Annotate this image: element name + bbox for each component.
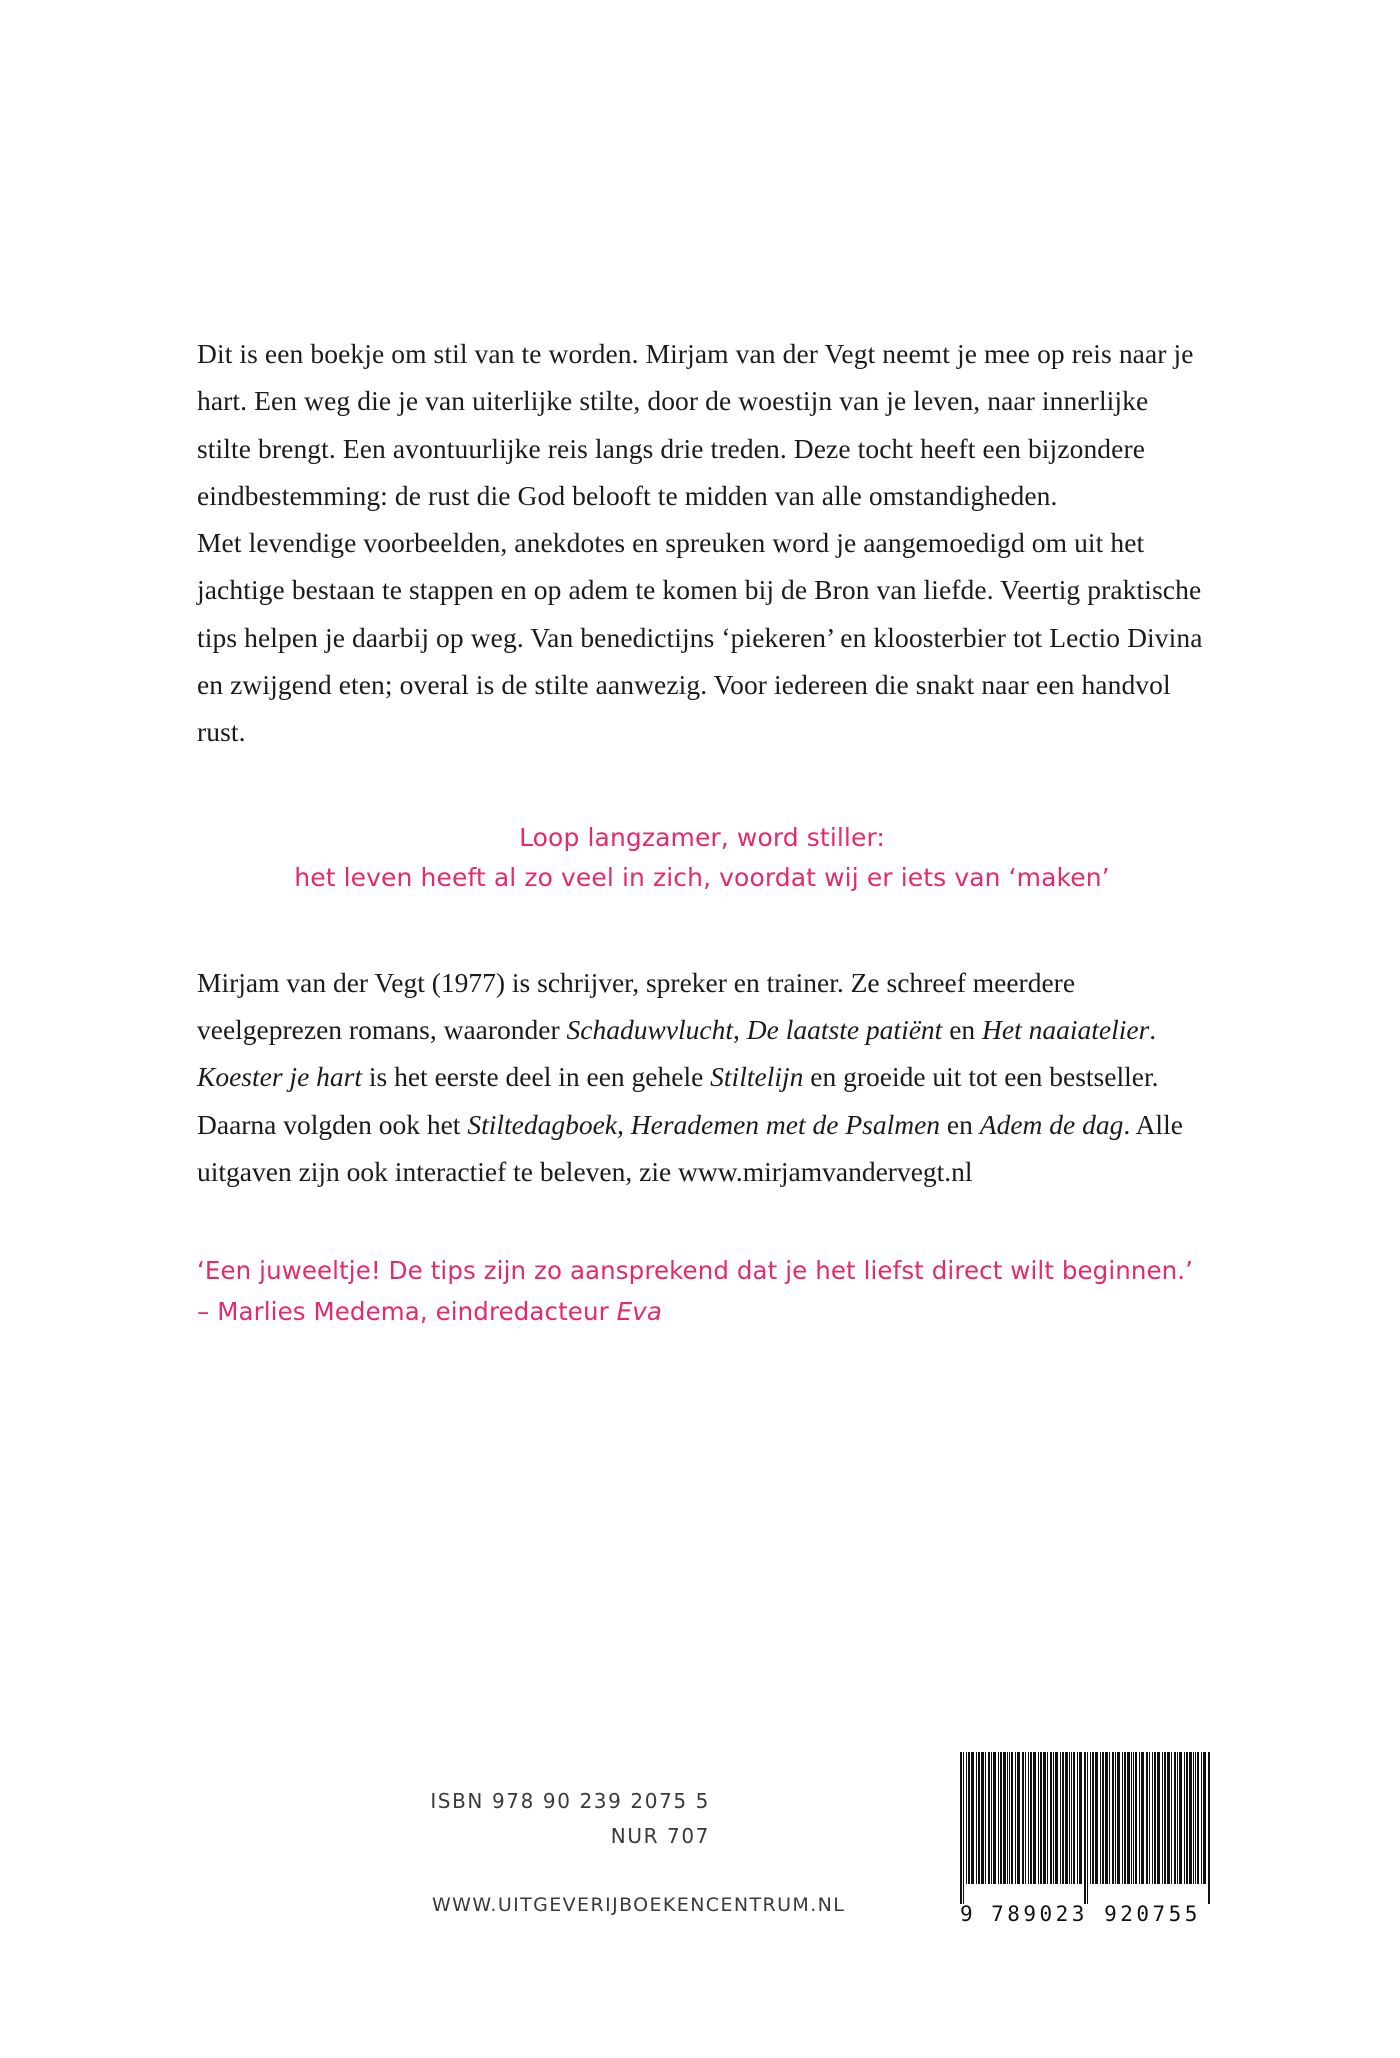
barcode-bar <box>1208 1752 1210 1904</box>
barcode-bar <box>1050 1752 1052 1884</box>
barcode-bar <box>985 1752 986 1884</box>
barcode-bar <box>1022 1752 1024 1884</box>
barcode-bar <box>1167 1752 1170 1884</box>
barcode-bar <box>1009 1752 1010 1884</box>
barcode-bar <box>963 1752 964 1904</box>
barcode-bar <box>998 1752 999 1884</box>
barcode-bar <box>1069 1752 1070 1884</box>
barcode-bar <box>1146 1752 1148 1884</box>
barcode-bar <box>1033 1752 1036 1884</box>
barcode-bar <box>1122 1752 1123 1884</box>
bio-text-3: en groeide uit tot een bestseller. Daarna volgden ook het <box>197 1061 1159 1140</box>
barcode-bar <box>1053 1752 1054 1884</box>
barcode-bar <box>1038 1752 1039 1884</box>
barcode-bar <box>1017 1752 1020 1884</box>
barcode-bar <box>1189 1752 1192 1884</box>
footer <box>0 1740 1400 2058</box>
barcode-bar <box>1095 1752 1098 1884</box>
barcode-bar <box>978 1752 980 1884</box>
review-magazine-name: Eva <box>616 1297 662 1327</box>
review-text: ‘Een juweeltje! De tips zijn zo aansprekend dat je het liefst direct wilt beginnen.’ – Marlies Medema, eindredacteur <box>197 1256 1194 1327</box>
barcode-bar <box>1115 1752 1116 1884</box>
book-title-schaduwvlucht: Schaduwvlucht <box>566 1013 734 1045</box>
barcode-bar <box>1154 1752 1156 1884</box>
barcode-bar <box>1000 1752 1002 1884</box>
barcode-bar <box>1139 1752 1140 1884</box>
barcode-bar <box>1100 1752 1101 1884</box>
nur-number: NUR 707 <box>610 1824 710 1848</box>
barcode-bar <box>1195 1752 1196 1884</box>
barcode-bar <box>1102 1752 1104 1884</box>
barcode-bar <box>976 1752 977 1884</box>
barcode-bar <box>1065 1752 1068 1884</box>
barcode <box>960 1752 1210 1937</box>
barcode-bar <box>1203 1752 1206 1884</box>
barcode-bar <box>1135 1752 1137 1884</box>
barcode-bar <box>1092 1752 1094 1884</box>
bio-sep-2: en <box>942 1013 983 1045</box>
barcode-bar <box>1157 1752 1160 1884</box>
barcode-bar <box>960 1752 962 1904</box>
barcode-bar <box>1030 1752 1032 1884</box>
barcode-bar <box>1174 1752 1176 1884</box>
author-bio-paragraph-1 <box>197 959 1207 1054</box>
blurb-paragraph-2: Met levendige voorbeelden, anekdotes en spreuken word je aangemoedigd om uit het jachtige bestaan te stappen en op adem te komen bij de Bron van liefde. Veertig praktische tips helpen je daarbij op weg. Van benedictijns ‘piekeren’ en kloosterbier tot Lectio Divina en zwijgend eten; overal is de stilte aanwezig. Voor iedereen die snakt naar een handvol rust. <box>197 527 1203 748</box>
barcode-bar <box>1117 1752 1120 1884</box>
bio-text-4: en <box>940 1108 980 1140</box>
book-title-de-laatste-patient: De laatste patiënt <box>746 1013 943 1045</box>
barcode-bar <box>966 1752 967 1884</box>
blurb-paragraph-1: Dit is een boekje om stil van te worden. Mirjam van der Vegt neemt je mee op reis naar je hart. Een weg die je van uiterlijke stilte, door de woestijn van je leven, naar innerlijke stilte brengt. Een avontuurlijke reis langs drie treden. Deze tocht heeft een bijzondere eindbestemming: de rust die God belooft te midden van alle omstandigheden. <box>197 338 1194 511</box>
barcode-bar <box>1201 1752 1202 1884</box>
barcode-bar <box>1162 1752 1163 1884</box>
barcode-bar <box>1141 1752 1144 1884</box>
back-cover-content <box>197 330 1207 1333</box>
barcode-bar <box>1028 1752 1029 1884</box>
book-title-koester-je-hart: Koester je hart <box>197 1061 362 1093</box>
barcode-bar <box>1043 1752 1046 1884</box>
book-title-stiltedagboek: Stiltedagboek, Herademen met de Psalmen <box>467 1108 941 1140</box>
pull-quote-line-2: het leven heeft al zo veel in zich, voordat wij er iets van ‘maken’ <box>294 863 1110 893</box>
barcode-bar <box>1109 1752 1110 1884</box>
review-quote <box>197 1251 1207 1333</box>
barcode-bar <box>1127 1752 1130 1884</box>
barcode-bar <box>1133 1752 1134 1884</box>
barcode-bar <box>1071 1752 1072 1884</box>
barcode-bar <box>1047 1752 1048 1884</box>
barcode-bar <box>1025 1752 1026 1884</box>
pull-quote-line-1: Loop langzamer, word stiller: <box>519 822 885 852</box>
isbn-number: ISBN 978 90 239 2075 5 <box>430 1789 710 1813</box>
barcode-bar <box>1152 1752 1153 1884</box>
book-title-stiltelijn: Stiltelijn <box>710 1061 804 1093</box>
barcode-bar <box>1077 1752 1078 1884</box>
barcode-lead-digit: 9 <box>960 1902 975 1926</box>
barcode-bar <box>1105 1752 1108 1884</box>
isbn-block <box>390 1784 710 1854</box>
barcode-bar <box>1073 1752 1075 1884</box>
bio-text-pre: Mirjam van der Vegt (1977) is schrijver, spreker en trainer. Ze schreef meerdere veelgeprezen romans, waaronder <box>197 966 1076 1045</box>
author-bio-paragraph-2 <box>197 1053 1207 1195</box>
barcode-main-digits: 789023 920755 <box>991 1902 1201 1926</box>
bio-end-1: . <box>1149 1013 1157 1045</box>
barcode-bar <box>1186 1752 1188 1884</box>
barcode-bar <box>1149 1752 1150 1884</box>
barcode-bar <box>1177 1752 1178 1884</box>
barcode-bar <box>1084 1752 1086 1904</box>
author-bio <box>197 959 1207 1195</box>
barcode-bar <box>1007 1752 1008 1884</box>
barcode-bar <box>1090 1752 1091 1884</box>
barcode-bar <box>1112 1752 1114 1884</box>
barcode-bar <box>991 1752 992 1884</box>
book-title-het-naaiatelier: Het naaiatelier <box>982 1013 1150 1045</box>
bio-sep-1: , <box>733 1013 747 1045</box>
book-title-adem-de-dag: Adem de dag <box>979 1108 1124 1140</box>
barcode-bar <box>1131 1752 1132 1884</box>
barcode-bar <box>981 1752 984 1884</box>
barcode-bar <box>1079 1752 1082 1884</box>
barcode-bar <box>1197 1752 1199 1884</box>
barcode-bar <box>1060 1752 1061 1884</box>
barcode-bar <box>1040 1752 1042 1884</box>
barcode-bar <box>1184 1752 1185 1884</box>
barcode-bar <box>971 1752 974 1884</box>
barcode-bar <box>988 1752 990 1884</box>
barcode-bar <box>1193 1752 1194 1884</box>
bio-text-2: is het eerste deel in een gehele <box>362 1061 711 1093</box>
pull-quote <box>197 818 1207 899</box>
barcode-bar <box>1062 1752 1064 1884</box>
barcode-bar <box>1164 1752 1166 1884</box>
barcode-bar <box>1055 1752 1058 1884</box>
barcode-bar <box>1087 1752 1088 1904</box>
barcode-bar <box>1179 1752 1182 1884</box>
barcode-digits <box>960 1902 1210 1926</box>
barcode-bar <box>1003 1752 1006 1884</box>
barcode-bar <box>1171 1752 1172 1884</box>
bio-text-5: . Alle uitgaven zijn ook interactief te beleven, zie www.mirjamvandervegt.nl <box>197 1108 1183 1187</box>
barcode-bar <box>1011 1752 1013 1884</box>
barcode-bars <box>960 1752 1210 1904</box>
barcode-bar <box>968 1752 970 1884</box>
publisher-url: WWW.UITGEVERIJBOEKENCENTRUM.NL <box>432 1894 846 1916</box>
barcode-bar <box>993 1752 996 1884</box>
barcode-bar <box>1015 1752 1016 1884</box>
barcode-bar <box>1124 1752 1126 1884</box>
